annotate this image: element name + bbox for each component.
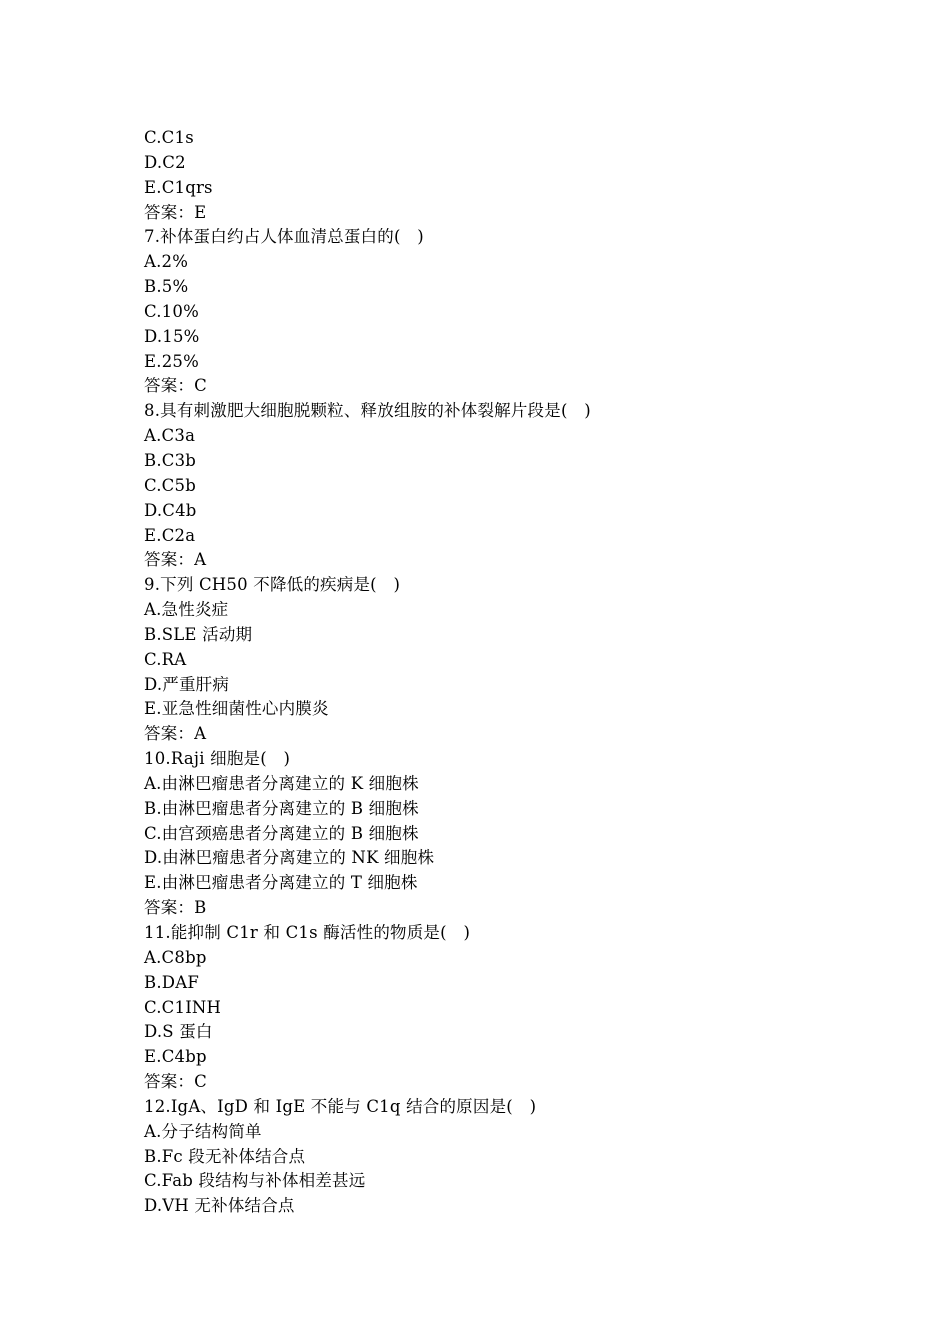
option-line: D.VH 无补体结合点 [144, 1196, 295, 1216]
answer-line: 答案：A [144, 724, 207, 744]
option-line: E.由淋巴瘤患者分离建立的 T 细胞株 [144, 873, 418, 893]
answer-line: 答案：C [144, 376, 207, 396]
option-line: B.Fc 段无补体结合点 [144, 1146, 306, 1166]
option-line: C.C5b [144, 475, 196, 495]
option-line: A.急性炎症 [144, 600, 229, 620]
option-line: A.2% [144, 252, 189, 272]
option-line: C.由宫颈癌患者分离建立的 B 细胞株 [144, 823, 419, 843]
option-line: D.C2 [144, 152, 186, 172]
answer-line: 答案：B [144, 898, 207, 918]
option-line: D.严重肝病 [144, 674, 230, 694]
question-line: 9.下列 CH50 不降低的疾病是( ) [144, 575, 401, 595]
option-line: B.C3b [144, 450, 197, 470]
question-line: 10.Raji 细胞是( ) [144, 749, 291, 769]
question-line: 12.IgA、IgD 和 IgE 不能与 C1q 结合的原因是( ) [144, 1096, 537, 1116]
option-line: A.C8bp [144, 947, 207, 967]
option-line: C.10% [144, 301, 199, 321]
option-line: A.C3a [144, 426, 196, 446]
option-line: B.SLE 活动期 [144, 624, 253, 644]
option-line: B.由淋巴瘤患者分离建立的 B 细胞株 [144, 798, 419, 818]
option-line: D.C4b [144, 500, 197, 520]
option-line: E.C2a [144, 525, 196, 545]
option-line: D.S 蛋白 [144, 1022, 213, 1042]
option-line: D.由淋巴瘤患者分离建立的 NK 细胞株 [144, 848, 435, 868]
option-line: B.DAF [144, 972, 199, 992]
option-line: C.C1INH [144, 997, 222, 1017]
question-line: 7.补体蛋白约占人体血清总蛋白的( ) [144, 227, 424, 247]
option-line: C.RA [144, 649, 187, 669]
option-line: C.C1s [144, 128, 194, 147]
question-line: 11.能抑制 C1r 和 C1s 酶活性的物质是( ) [144, 923, 471, 942]
document-body [144, 126, 844, 1219]
option-line: E.C1qrs [144, 177, 213, 197]
question-line: 8.具有刺激肥大细胞脱颗粒、释放组胺的补体裂解片段是( ) [144, 401, 591, 421]
option-line: C.Fab 段结构与补体相差甚远 [144, 1171, 366, 1191]
option-line: D.15% [144, 326, 200, 346]
option-line: E.亚急性细菌性心内膜炎 [144, 699, 329, 719]
option-line: E.25% [144, 351, 199, 371]
option-line: A.由淋巴瘤患者分离建立的 K 细胞株 [144, 773, 419, 793]
answer-line: 答案：A [144, 550, 207, 570]
option-line: B.5% [144, 277, 189, 297]
answer-line: 答案：C [144, 1072, 207, 1092]
option-line: A.分子结构简单 [144, 1121, 262, 1141]
option-line: E.C4bp [144, 1047, 207, 1067]
answer-line: 答案：E [144, 202, 207, 222]
